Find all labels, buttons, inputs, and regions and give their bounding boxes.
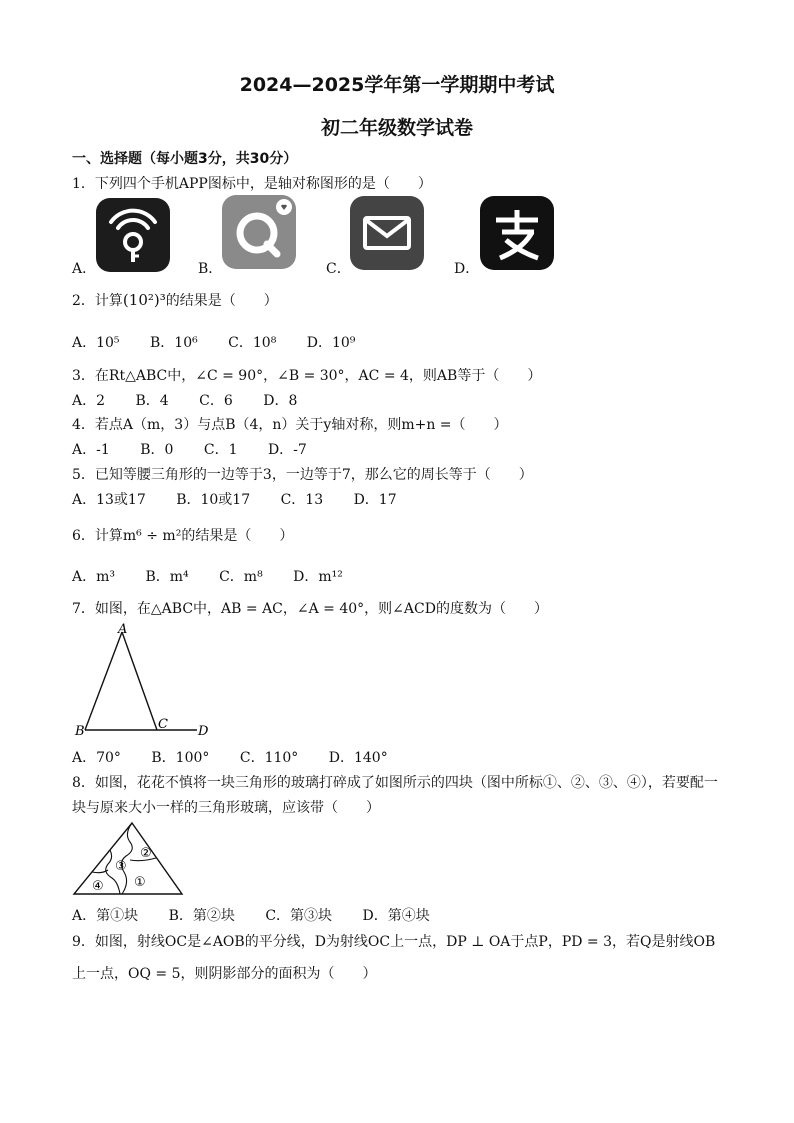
q7-option-d: D．140° xyxy=(328,750,388,766)
q4-options xyxy=(72,439,333,459)
exam-subtitle: 初二年级数学试卷 xyxy=(320,117,473,139)
question-8-line-1: 8．如图，花花不慎将一块三角形的玻璃打碎成了如图所示的四块（图中所标①、②、③、④），若要配一 xyxy=(72,775,718,791)
vertex-b-label: B xyxy=(75,724,85,739)
question-1-text: 1．下列四个手机APP图标中，是轴对称图形的是（ ） xyxy=(72,176,432,192)
question-9-line-1: 9．如图，射线OC是∠AOB的平分线，D为射线OC上一点，DP ⊥ OA于点P，PD = 3，若Q是射线OB xyxy=(72,934,716,950)
question-2-text xyxy=(72,290,278,310)
question-3-text: 3．在Rt△ABC中，∠C = 90°，∠B = 30°，AC = 4，则AB等于（ ） xyxy=(72,368,542,384)
q7-option-a: A．70° xyxy=(72,750,121,766)
q2-expression: (10²)³ xyxy=(122,291,166,309)
q2-prefix: 2．计算 xyxy=(72,293,123,309)
question-5-text: 5．已知等腰三角形的一边等于3，一边等于7，那么它的周长等于（ ） xyxy=(72,467,533,483)
q1-option-b-label: B． xyxy=(198,261,223,277)
q5-option-a: A．13或17 xyxy=(72,492,146,508)
q8-option-d: D．第④块 xyxy=(362,908,430,924)
q6-option-c: C．m⁸ xyxy=(219,569,263,585)
alipay-app-icon xyxy=(480,196,554,270)
q2-option-b: B．10⁶ xyxy=(150,335,198,351)
q4-option-a: A．-1 xyxy=(72,442,110,458)
point-d-label: D xyxy=(198,724,209,739)
q5-options xyxy=(72,489,423,509)
q3-option-c: C．6 xyxy=(199,393,233,409)
question-9-line-2: 上一点，OQ = 5，则阴影部分的面积为（ ） xyxy=(72,966,377,982)
piece-1-label: ① xyxy=(134,875,146,890)
q1-option-d-label: D． xyxy=(454,261,480,277)
question-6-text: 6．计算m⁶ ÷ m²的结果是（ ） xyxy=(72,528,294,544)
search-q-app-icon xyxy=(222,195,296,269)
question-8-line-2: 块与原来大小一样的三角形玻璃，应该带（ ） xyxy=(72,800,380,816)
broken-glass-figure xyxy=(72,820,184,898)
q8-options xyxy=(72,905,456,925)
q4-option-d: D．-7 xyxy=(267,442,307,458)
q3-option-a: A．2 xyxy=(72,393,106,409)
q3-option-b: B．4 xyxy=(135,393,169,409)
q3-options xyxy=(72,390,323,410)
q8-option-c: C．第③块 xyxy=(265,908,333,924)
q3-option-d: D．8 xyxy=(263,393,298,409)
q1-option-c-label: C． xyxy=(326,261,351,277)
q5-option-d: D．17 xyxy=(353,492,397,508)
vertex-c-label: C xyxy=(158,717,168,732)
wifi-key-app-icon xyxy=(96,198,170,272)
q6-option-a: A．m³ xyxy=(72,569,115,585)
q4-option-c: C．1 xyxy=(203,442,238,458)
mail-app-icon xyxy=(350,196,424,270)
q2-option-a: A．10⁵ xyxy=(72,335,120,351)
q2-option-c: C．10⁸ xyxy=(228,335,277,351)
q2-option-d: D．10⁹ xyxy=(306,335,356,351)
q6-option-d: D．m¹² xyxy=(293,569,343,585)
q6-options xyxy=(72,566,369,586)
exam-title: 2024—2025学年第一学期期中考试 xyxy=(239,74,555,96)
q8-option-a: A．第①块 xyxy=(72,908,139,924)
q1-option-a-label: A． xyxy=(72,261,97,277)
piece-3-label: ③ xyxy=(115,859,127,874)
q5-option-b: B．10或17 xyxy=(176,492,251,508)
q8-option-b: B．第②块 xyxy=(168,908,235,924)
section-heading: 一、选择题（每小题3分，共30分） xyxy=(72,151,298,167)
q7-option-c: C．110° xyxy=(239,750,299,766)
q4-option-b: B．0 xyxy=(140,442,174,458)
question-4-text: 4．若点A（m，3）与点B（4，n）关于y轴对称，则m+n =（ ） xyxy=(72,417,508,433)
isosceles-triangle-figure xyxy=(72,620,222,740)
q5-option-c: C．13 xyxy=(280,492,324,508)
q7-options xyxy=(72,747,414,767)
q2-options xyxy=(72,332,381,352)
q2-suffix: 的结果是（ ） xyxy=(165,293,278,309)
vertex-a-label: A xyxy=(118,622,128,637)
piece-2-label: ② xyxy=(140,846,152,861)
question-7-text: 7．如图，在△ABC中，AB = AC，∠A = 40°，则∠ACD的度数为（ ） xyxy=(72,601,548,617)
q7-option-b: B．100° xyxy=(151,750,210,766)
piece-4-label: ④ xyxy=(92,879,104,894)
q6-option-b: B．m⁴ xyxy=(145,569,189,585)
